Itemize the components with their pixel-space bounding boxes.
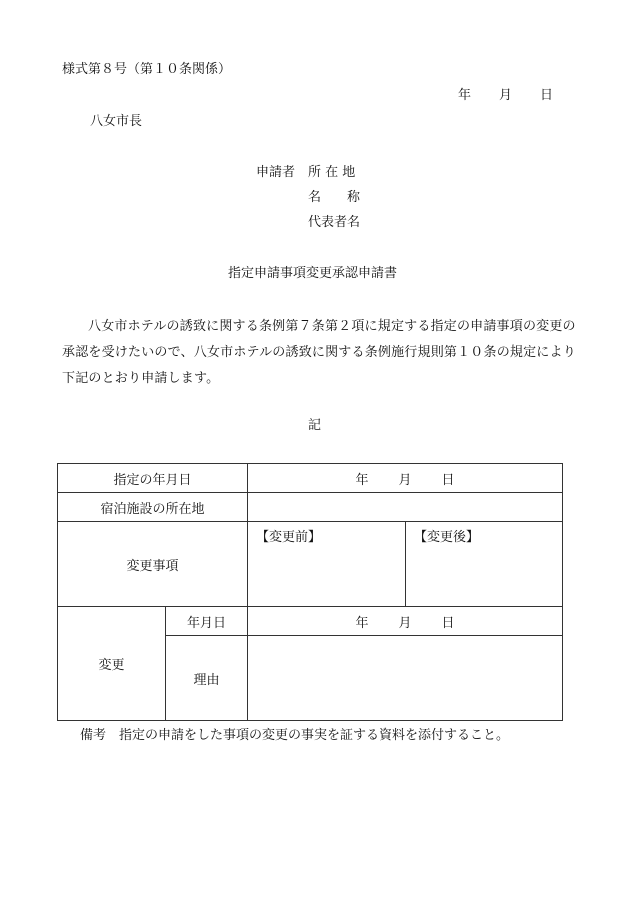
- change-year: 年: [355, 615, 369, 631]
- change-after-label: 【変更後】: [414, 530, 480, 545]
- addressee: 八女市長: [90, 114, 143, 129]
- change-date-label: 年月日: [166, 607, 248, 636]
- date-day: 日: [540, 88, 554, 103]
- designation-date-label: 指定の年月日: [58, 464, 248, 493]
- date-header: [458, 88, 553, 104]
- change-date-row: [58, 607, 563, 636]
- change-date-field[interactable]: [248, 607, 563, 636]
- designation-month: 月: [398, 472, 412, 488]
- designation-day: 日: [441, 472, 455, 488]
- designation-year: 年: [355, 472, 369, 488]
- reason-label: 理由: [166, 636, 248, 721]
- change-before-cell[interactable]: [248, 522, 406, 607]
- ki-heading: 記: [308, 418, 322, 433]
- application-table: [57, 463, 563, 721]
- change-item-row: [58, 522, 563, 607]
- form-number: 様式第８号（第１０条関係）: [62, 62, 232, 77]
- change-label: 変更: [58, 607, 166, 721]
- change-before-label: 【変更前】: [256, 530, 322, 545]
- applicant-label: 申請者: [256, 165, 296, 180]
- representative-label: 代表者名: [308, 215, 361, 230]
- change-after-cell[interactable]: [406, 522, 563, 607]
- designation-date-field[interactable]: [248, 464, 563, 493]
- name-label: 名 称: [308, 190, 361, 205]
- date-month: 月: [499, 88, 513, 103]
- facility-location-field[interactable]: [248, 493, 563, 522]
- date-year: 年: [458, 88, 472, 103]
- address-label: 所 在 地: [308, 165, 356, 180]
- facility-location-label: 宿泊施設の所在地: [58, 493, 248, 522]
- body-paragraph: 八女市ホテルの誘致に関する条例第７条第２項に規定する指定の申請事項の変更の承認を受けたいので、八女市ホテルの誘致に関する条例施行規則第１０条の規定により下記のとおり申請します。: [62, 319, 576, 386]
- change-item-label: 変更事項: [58, 522, 248, 607]
- remarks: 備考 指定の申請をした事項の変更の事実を証する資料を添付すること。: [80, 728, 510, 743]
- change-day: 日: [441, 615, 455, 631]
- facility-location-row: [58, 493, 563, 522]
- designation-date-row: [58, 464, 563, 493]
- document-title: 指定申請事項変更承認申請書: [228, 266, 398, 281]
- reason-field[interactable]: [248, 636, 563, 721]
- change-month: 月: [398, 615, 412, 631]
